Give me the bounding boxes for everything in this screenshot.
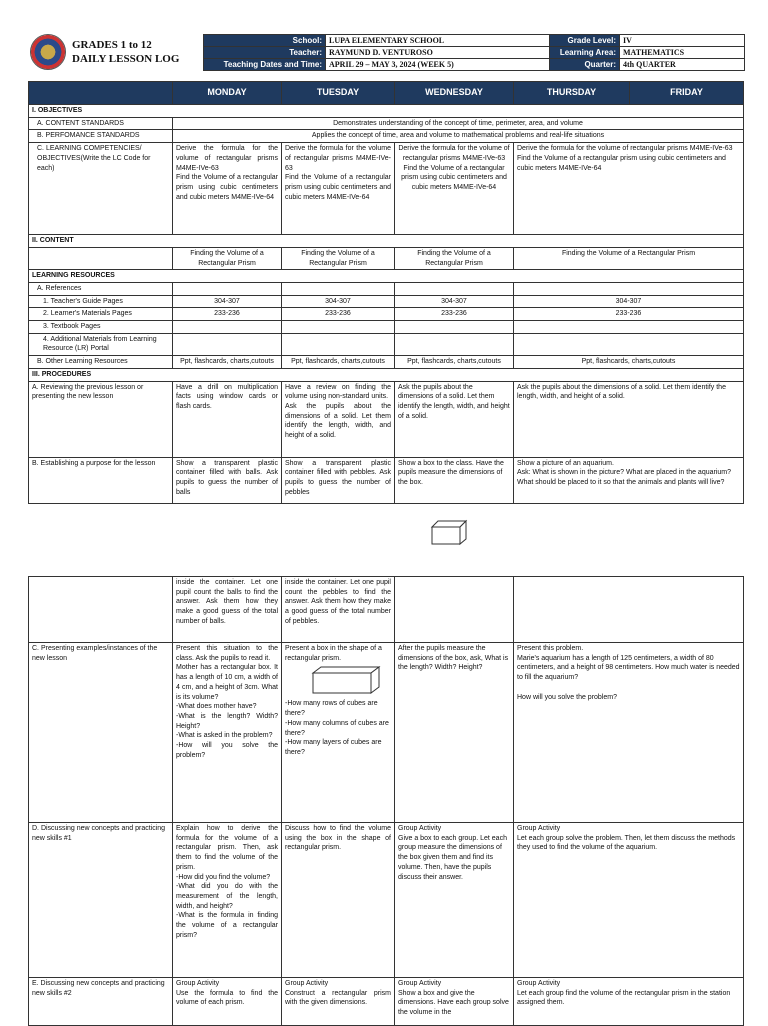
content-standards-value: Demonstrates understanding of the concept of time, perimeter, area, and volume xyxy=(173,117,744,130)
title-line-2: DAILY LESSON LOG xyxy=(72,53,180,65)
procedure-d-tuesday: Discuss how to find the volume using the box in the shape of rectangular prism. xyxy=(282,823,395,978)
lesson-log-table-page1 xyxy=(28,81,744,504)
quarter-value: 4th QUARTER xyxy=(620,59,745,71)
competencies-wednesday: Derive the formula for the volume of rectangular prisms M4ME-IVe-63 Find the Volume of a rectangular prism using cubic centimeters and cubic meters M4ME-IVe-64 xyxy=(395,143,514,235)
lesson-log-table-page2 xyxy=(28,576,744,1026)
procedure-c-label: C. Presenting examples/instances of the new lesson xyxy=(29,643,173,823)
empty-cell xyxy=(282,282,395,295)
procedure-e-tuesday: Group Activity Construct a rectangular prism with the given dimensions. xyxy=(282,978,395,1026)
empty-cell xyxy=(173,333,282,355)
teachers-guide-wednesday: 304-307 xyxy=(395,295,514,308)
procedure-b-label: B. Establishing a purpose for the lesson xyxy=(29,457,173,503)
content-heading: II. CONTENT xyxy=(29,235,744,248)
empty-cell xyxy=(514,333,744,355)
performance-standards-value: Applies the concept of time, area and volume to mathematical problems and real-life situations xyxy=(173,130,744,143)
title-line-1: GRADES 1 to 12 xyxy=(72,39,152,51)
grade-value: IV xyxy=(620,35,745,47)
procedures-heading: III. PROCEDURES xyxy=(29,368,744,381)
empty-cell xyxy=(395,333,514,355)
content-label-cell xyxy=(29,247,173,269)
quarter-label: Quarter: xyxy=(550,59,620,71)
procedure-e-monday: Group Activity Use the formula to find the volume of each prism. xyxy=(173,978,282,1026)
procedure-a-thursday: Ask the pupils about the dimensions of a solid. Let them identify the length, width, and height of a solid. xyxy=(514,381,744,457)
procedure-e-wednesday: Group Activity Show a box and give the dimensions. Have each group solve the volume in the xyxy=(395,978,514,1026)
learners-materials-tuesday: 233-236 xyxy=(282,308,395,321)
procedure-c-thursday: Present this problem. Marie's aquarium has a length of 125 centimeters, a width of 80 centimeters, and a height of 98 centimeters. How much water is needed to fill the aquarium? How will you solve the problem? xyxy=(514,643,744,823)
procedure-b-wednesday: Show a box to the class. Have the pupils measure the dimensions of the box. xyxy=(395,457,514,503)
performance-standards-label: B. PERFOMANCE STANDARDS xyxy=(29,130,173,143)
learners-materials-monday: 233-236 xyxy=(173,308,282,321)
content-monday: Finding the Volume of a Rectangular Prism xyxy=(173,247,282,269)
deped-seal-icon xyxy=(30,34,66,70)
teacher-value: RAYMUND D. VENTUROSO xyxy=(326,47,550,59)
procedure-d-thursday: Group Activity Let each group solve the problem. Then, let them discuss the methods they used to find the volume of the aquarium. xyxy=(514,823,744,978)
continuation-label-cell xyxy=(29,577,173,643)
teachers-guide-label: 1. Teacher's Guide Pages xyxy=(29,295,173,308)
teacher-label: Teacher: xyxy=(204,47,326,59)
content-tuesday: Finding the Volume of a Rectangular Prism xyxy=(282,247,395,269)
learners-materials-wednesday: 233-236 xyxy=(395,308,514,321)
school-label: School: xyxy=(204,35,326,47)
procedure-d-wednesday: Group Activity Give a box to each group. Let each group measure the dimensions of the box given them and find its volume. Then, have the pupils discuss their answer. xyxy=(395,823,514,978)
procedure-b-wednesday-continued xyxy=(395,577,514,643)
competencies-monday: Derive the formula for the volume of rectangular prisms M4ME-IVe-63 Find the Volume of a rectangular prism using cubic centimeters and cubic meters M4ME-IVe-64 xyxy=(173,143,282,235)
empty-cell xyxy=(282,321,395,334)
learners-materials-thursday: 233-236 xyxy=(514,308,744,321)
procedure-b-thursday-continued xyxy=(514,577,744,643)
day-header-thursday: THURSDAY xyxy=(514,82,630,105)
procedure-a-tuesday: Have a review on finding the volume using non-standard units. Ask the pupils about the dimensions of a solid. Let them identify the length, width, and height of a solid. xyxy=(282,381,395,457)
empty-cell xyxy=(395,321,514,334)
other-resources-wednesday: Ppt, flashcards, charts,cutouts xyxy=(395,356,514,369)
procedure-e-thursday: Group Activity Let each group find the volume of the rectangular prism in the station assigned them. xyxy=(514,978,744,1026)
procedure-a-label: A. Reviewing the previous lesson or presenting the new lesson xyxy=(29,381,173,457)
procedure-b-tuesday-continued: inside the container. Let one pupil count the pebbles to find the answer. Ask them how they make a good guess of the total number of pebbles. xyxy=(282,577,395,643)
rectangular-prism-icon xyxy=(430,518,470,546)
procedure-c-monday: Present this situation to the class. Ask the pupils to read it. Mother has a rectangular box. It has a length of 10 cm, a width of 4 cm, and a height of 3cm. What is its volume? -What does mother have? -What is the length? Width? Height? -What is asked in the problem? -How will you solve the problem? xyxy=(173,643,282,823)
teachers-guide-tuesday: 304-307 xyxy=(282,295,395,308)
competencies-tuesday: Derive the formula for the volume of rectangular prisms M4ME-IVe-63 Find the Volume of a rectangular prism using cubic centimeters and cubic meters M4ME-IVe-64 xyxy=(282,143,395,235)
procedure-b-tuesday: Show a transparent plastic container filled with pebbles. Ask pupils to guess the number of pebbles xyxy=(282,457,395,503)
content-thursday: Finding the Volume of a Rectangular Prism xyxy=(514,247,744,269)
grade-label: Grade Level: xyxy=(550,35,620,47)
day-header-tuesday: TUESDAY xyxy=(282,82,395,105)
procedure-b-thursday: Show a picture of an aquarium. Ask: What is shown in the picture? What are placed in the aquarium? What should be placed to it so that the animals and plants will live? xyxy=(514,457,744,503)
lr-portal-label: 4. Additional Materials from Learning Resource (LR) Portal xyxy=(29,333,173,355)
teachers-guide-thursday: 304-307 xyxy=(514,295,744,308)
dates-value: APRIL 29 – MAY 3, 2024 (WEEK 5) xyxy=(326,59,550,71)
day-header-monday: MONDAY xyxy=(173,82,282,105)
procedure-c-tuesday xyxy=(282,643,395,823)
procedure-a-wednesday: Ask the pupils about the dimensions of a solid. Let them identify the length, width, and height of a solid. xyxy=(395,381,514,457)
area-label: Learning Area: xyxy=(550,47,620,59)
procedure-c-wednesday: After the pupils measure the dimensions of the box, ask, What is the length? Width? Height? xyxy=(395,643,514,823)
header-info-table xyxy=(203,34,745,71)
procedure-e-label: E. Discussing new concepts and practicing new skills #2 xyxy=(29,978,173,1026)
references-label: A. References xyxy=(29,282,173,295)
learners-materials-label: 2. Learner's Materials Pages xyxy=(29,308,173,321)
textbook-pages-label: 3. Textbook Pages xyxy=(29,321,173,334)
teachers-guide-monday: 304-307 xyxy=(173,295,282,308)
empty-cell xyxy=(173,282,282,295)
procedure-d-label: D. Discussing new concepts and practicing new skills #1 xyxy=(29,823,173,978)
school-value: LUPA ELEMENTARY SCHOOL xyxy=(326,35,550,47)
other-resources-thursday: Ppt, flashcards, charts,cutouts xyxy=(514,356,744,369)
competencies-label: C. LEARNING COMPETENCIES/ OBJECTIVES(Write the LC Code for each) xyxy=(29,143,173,235)
content-standards-label: A. CONTENT STANDARDS xyxy=(29,117,173,130)
empty-cell xyxy=(173,321,282,334)
other-resources-monday: Ppt, flashcards, charts,cutouts xyxy=(173,356,282,369)
dates-label: Teaching Dates and Time: xyxy=(204,59,326,71)
procedure-b-monday-continued: inside the container. Let one pupil count the balls to find the answer. Ask them how they make a good guess of the total number of balls. xyxy=(173,577,282,643)
procedure-d-monday: Explain how to derive the formula for the volume of a rectangular prism. Then, ask them to find the volume of the prism. -How did you find the volume? -What did you do with the measurement of the length, width, and height? -What is the formula in finding the volume of a rectangular prism? xyxy=(173,823,282,978)
other-resources-tuesday: Ppt, flashcards, charts,cutouts xyxy=(282,356,395,369)
procedure-b-monday: Show a transparent plastic container filled with balls. Ask pupils to guess the number of balls xyxy=(173,457,282,503)
empty-cell xyxy=(514,282,744,295)
rectangular-box-icon xyxy=(311,665,381,695)
empty-cell xyxy=(395,282,514,295)
corner-cell xyxy=(29,82,173,105)
area-value: MATHEMATICS xyxy=(620,47,745,59)
objectives-heading: I. OBJECTIVES xyxy=(29,105,744,118)
day-header-wednesday: WEDNESDAY xyxy=(395,82,514,105)
procedure-c-tuesday-intro: Present a box in the shape of a rectangular prism. xyxy=(285,645,382,662)
competencies-thursday: Derive the formula for the volume of rectangular prisms M4ME-IVe-63 Find the Volume of a rectangular prism using cubic centimeters and cubic meters M4ME-IVe-64 xyxy=(514,143,744,235)
learning-resources-heading: LEARNING RESOURCES xyxy=(29,270,744,283)
day-header-friday: FRIDAY xyxy=(630,82,744,105)
procedure-c-tuesday-questions: -How many rows of cubes are there? -How many columns of cubes are there? -How many layers of cubes are there? xyxy=(285,700,389,756)
other-resources-label: B. Other Learning Resources xyxy=(29,356,173,369)
empty-cell xyxy=(282,333,395,355)
empty-cell xyxy=(514,321,744,334)
content-wednesday: Finding the Volume of a Rectangular Prism xyxy=(395,247,514,269)
document-title xyxy=(72,38,179,66)
procedure-a-monday: Have a drill on multiplication facts using window cards or flash cards. xyxy=(173,381,282,457)
